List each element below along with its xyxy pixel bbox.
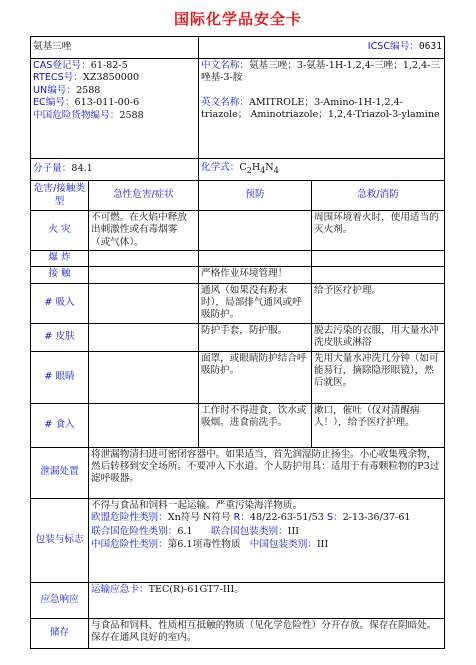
hazard-row-inhalation: [31, 283, 445, 323]
id-numbers: [31, 59, 199, 159]
row-inhalation-acute: [89, 283, 199, 323]
row-inhalation-prevent: 通风（如果没有粉末时），局部排气通风或呼吸防护。: [199, 283, 312, 323]
card-title: 国际化学品安全卡: [173, 10, 302, 28]
formula-n: N: [265, 161, 274, 173]
emergency-row: [31, 582, 445, 618]
hazard-row-eyes: [31, 351, 445, 403]
un-label: UN编号：: [33, 84, 76, 96]
row-skin-aid: 脱去污染的衣服，用大量水冲洗皮肤或淋浴: [312, 323, 445, 351]
rtecs-value: XZ3850000: [82, 72, 140, 84]
row-skin-acute: [89, 323, 199, 351]
chemical-name-text: 氨基三唑: [33, 41, 72, 53]
header-aid: 急救/消防: [312, 181, 445, 211]
header-acute: 急性危害/症状: [89, 181, 199, 211]
spill-text: 将泄漏物清扫进可密闭容器中。如果适当，首先润湿防止扬尘。小心收集残余物，然后转移到安全场所。不要冲入下水道。个人防护用具：适用于有毒颗粒物的P3过滤呼吸器。: [89, 447, 445, 498]
eu-class-value: Xn符号 N符号: [167, 512, 234, 524]
emergency-card-value: TEC(R)-61GT7-III。: [148, 583, 244, 595]
un-pack-label: 联合国包装类别：: [210, 526, 288, 538]
icsc-cell: [199, 37, 445, 59]
s-value: 2-13-36/37-61: [342, 512, 411, 524]
cn-name-value: 氨基三唑；3-氨基-1H-1,2,4-三唑；1,2,4-三唑基-3-胺: [201, 60, 441, 84]
identifiers-row: [31, 59, 445, 159]
header-prevent: 预防: [199, 181, 312, 211]
un-value: 2588: [75, 84, 101, 96]
row-explosion-acute: [89, 251, 199, 266]
row-ingestion-prevent: 工作时不得进食，饮水或吸烟。进食前洗手。: [199, 403, 312, 447]
emergency-card-label: 运输应急卡：: [91, 583, 149, 595]
row-fire-acute: 不可燃。在火焰中释放出刺激性或有毒烟雾（或气体）。: [89, 211, 199, 251]
row-contact-aid: [312, 266, 445, 283]
icsc-label: ICSC编号：: [367, 41, 419, 53]
un-class-value: 6.1: [177, 526, 193, 538]
storage-text: 与食品和饲料、性质相互抵触的物质（见化学危险性）分开存放。保存在阴暗处。保存在通风良好的室内。: [89, 618, 445, 648]
row-eyes-prevent: 面罩，或眼睛防护结合呼吸防护。: [199, 351, 312, 403]
spill-row: [31, 447, 445, 498]
hazard-row-fire: [31, 211, 445, 251]
chemical-name: [31, 37, 199, 59]
packaging-row: [31, 498, 445, 582]
cas-label: CAS登记号：: [33, 60, 91, 71]
row-explosion-type: 爆 炸: [31, 251, 89, 266]
chemical-formula: [199, 159, 445, 181]
row-fire-type: 火 灾: [31, 211, 89, 251]
eu-class-label: 欧盟危险性类别：: [91, 512, 168, 524]
storage-row: [31, 618, 445, 648]
mw-label: 分子量：: [33, 163, 72, 175]
row-eyes-type: # 眼睛: [31, 351, 89, 403]
cas-value: 61-82-5: [90, 60, 128, 71]
row-ingestion-aid: 漱口，催吐（仅对清醒病人！），给予医疗护理。: [312, 403, 445, 447]
packaging-line1: 不得与食品和饲料一起运输。严重污染海洋物质。: [91, 499, 303, 511]
row-inhalation-aid: 给予医疗护理。: [312, 283, 445, 323]
ec-value: 613-011-00-6: [74, 97, 140, 109]
formula-h-sub: 4: [260, 165, 266, 175]
emergency-content: [89, 582, 445, 618]
header-type: 危害/接触类型: [31, 181, 89, 211]
hazard-header-row: [31, 181, 445, 211]
name-row: [31, 37, 445, 59]
packaging-content: [89, 498, 445, 582]
row-inhalation-type: # 吸入: [31, 283, 89, 323]
cn-pack-label: 中国包装类别：: [249, 538, 317, 550]
row-fire-prevent: [199, 211, 312, 251]
s-label: S：: [326, 512, 343, 524]
formula-n-sub: 4: [273, 165, 279, 175]
cn-name-label: 中文名称：: [201, 60, 249, 71]
r-value: 48/22-63-51/53: [249, 512, 327, 524]
row-ingestion-acute: [89, 403, 199, 447]
row-eyes-acute: [89, 351, 199, 403]
mw-value: 84.1: [71, 163, 93, 175]
chemical-names: [199, 59, 445, 159]
un-class-label: 联合国危险性类别：: [91, 526, 178, 538]
rtecs-label: RTECS号：: [33, 72, 83, 84]
row-skin-prevent: 防护手套，防护服。: [199, 323, 312, 351]
row-eyes-aid: 先用大量水冲洗几分钟（如可能易行，摘除隐形眼镜），然后就医。: [312, 351, 445, 403]
cn-pack-value: III: [316, 538, 329, 550]
icsc-value: 0631: [418, 41, 442, 53]
formula-label: 化学式：: [201, 161, 240, 173]
row-contact-type: 接 触: [31, 266, 89, 283]
storage-label: 储存: [31, 618, 89, 648]
ec-label: EC编号：: [33, 97, 75, 109]
spill-label: 泄漏处置: [31, 447, 89, 498]
row-explosion-aid: [312, 251, 445, 266]
r-label: R：: [233, 512, 250, 524]
packaging-label: 包装与标志: [31, 498, 89, 582]
row-skin-type: # 皮肤: [31, 323, 89, 351]
hazard-row-skin: [31, 323, 445, 351]
emergency-label: 应急响应: [31, 582, 89, 618]
hazard-row-ingestion: [31, 403, 445, 447]
en-name-label: 英文名称：: [201, 96, 249, 108]
cn-class-value: 第6.1项毒性物质: [167, 538, 241, 550]
hazard-row-contact: [31, 266, 445, 283]
hazard-row-explosion: [31, 251, 445, 266]
row-contact-prevent: 严格作业环境管理！: [199, 266, 312, 283]
formula-c: C: [239, 161, 247, 173]
formula-c-sub: 2: [246, 165, 252, 175]
cn-class-label: 中国危险性类别：: [91, 538, 168, 550]
cn-hazard-label: 中国危险货物编号：: [33, 109, 120, 121]
row-contact-acute: [89, 266, 199, 283]
row-fire-aid: 周围环境着火时，使用适当的灭火剂。: [312, 211, 445, 251]
safety-card-table: [30, 36, 445, 649]
molecular-weight: [31, 159, 199, 181]
row-explosion-prevent: [199, 251, 312, 266]
formula-row: [31, 159, 445, 181]
row-ingestion-type: # 食入: [31, 403, 89, 447]
formula-h: H: [251, 161, 261, 173]
cn-hazard-value: 2588: [119, 109, 144, 121]
un-pack-value: III: [287, 526, 300, 538]
en-name-value: AMITROLE；3-Amino-1H-1,2,4-triazole； Aminotriazole；1,2,4-Triazol-3-ylamine: [201, 96, 440, 121]
